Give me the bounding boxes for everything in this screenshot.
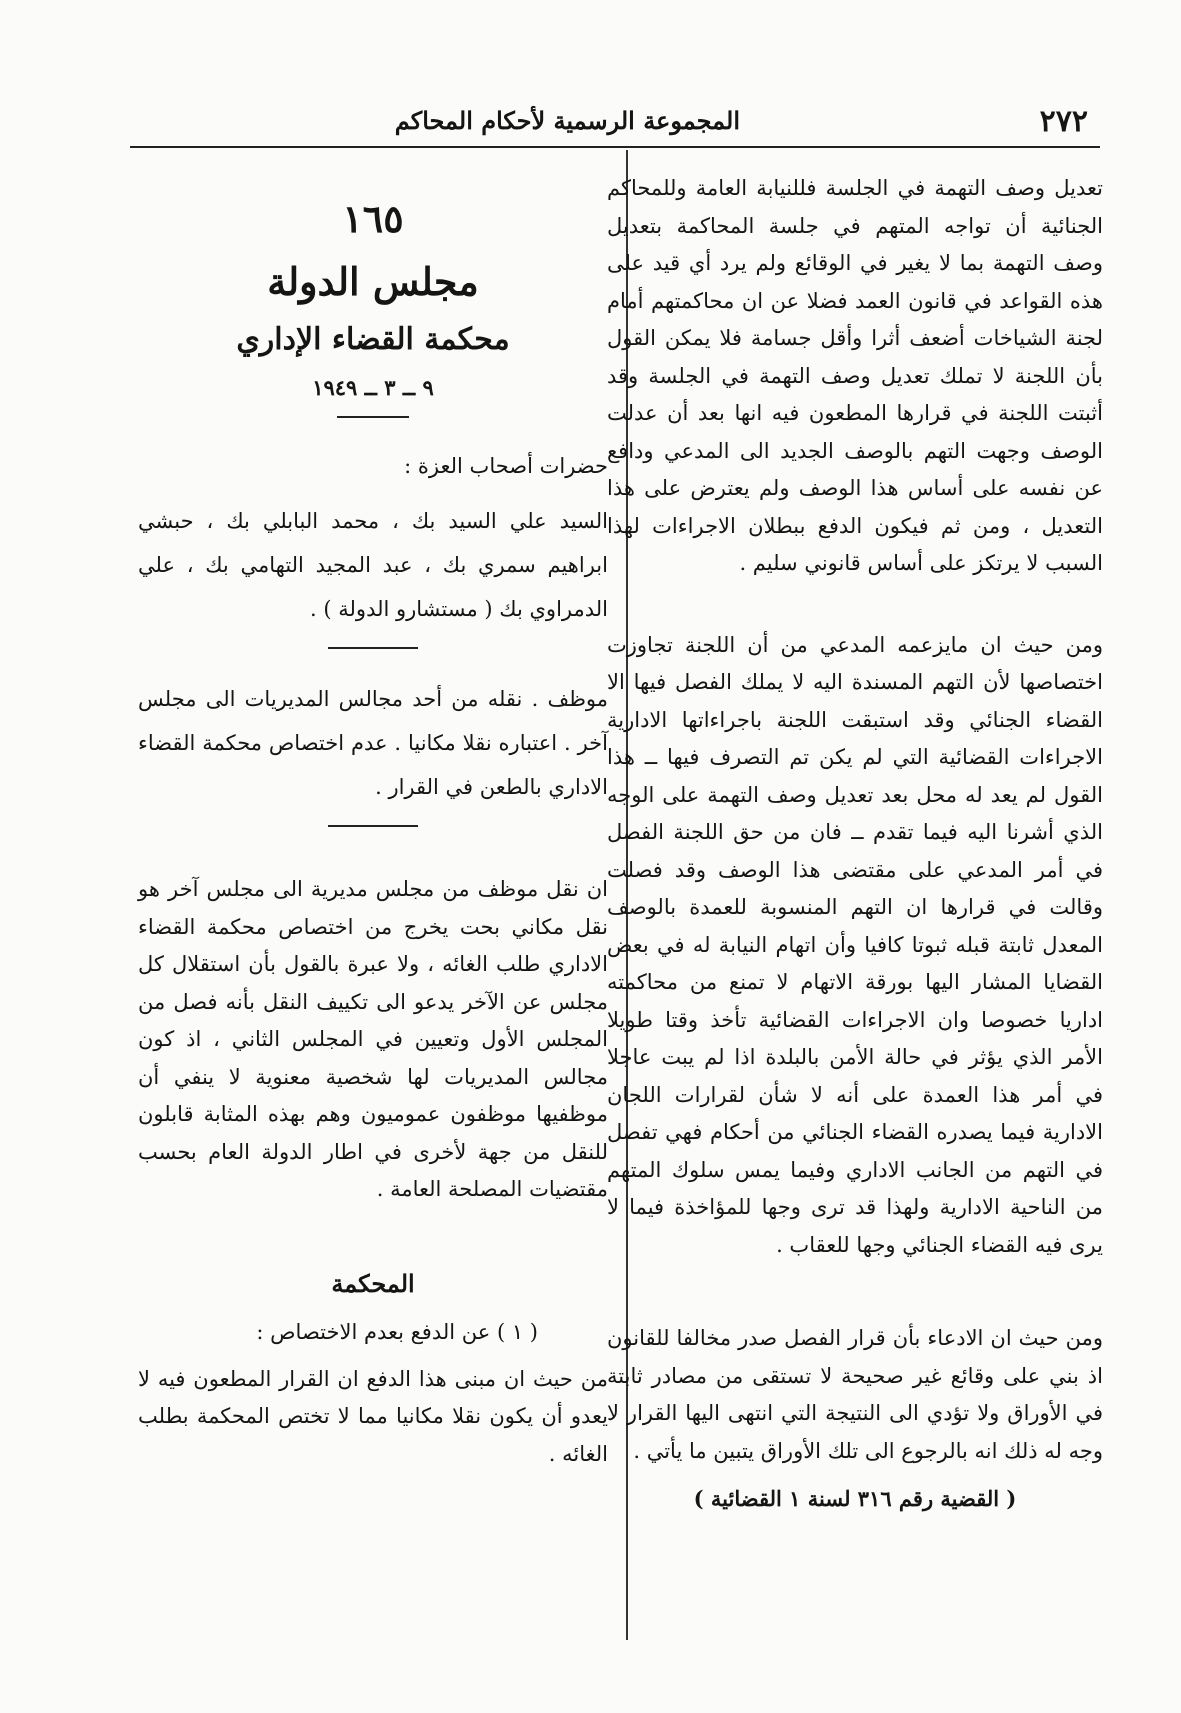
judges-intro: حضرات أصحاب العزة : [404,454,608,478]
case-summary: ان نقل موظف من مجلس مديرية الى مجلس آخر هو نقل مكاني بحت يخرج من اختصاص محكمة القضاء الاداري طلب الغائه ، ولا عبرة بالقول بأن استقلال كل مجلس عن الآخر يدعو الى تكييف النقل بأنه فصل من المجلس الأول وتعيين في المجلس الثاني ، اذ كون مجالس المديريات لها شخصية معنوية لا ينفي أن موظفيها موظفون عموميون وهم بهذه المثابة قابلون للنقل من جهة لأخرى في اطار الدولة العام بحسب مقتضيات المصلحة العامة . [138,877,608,1201]
section-heading: المحكمة [331,1268,415,1298]
court-name: مجلس الدولة [267,259,479,304]
divider-rule [328,825,418,827]
left-column [138,170,608,1473]
body-paragraph-3: ومن حيث ان الادعاء بأن قرار الفصل صدر مخالفا للقانون اذ بني على وقائع غير صحيحة لا تستقى من مصادر ثابتة في الأوراق ولا تؤدي الى النتيجة التي انتهى اليها القرار لا وجه له ذلك انه بالرجوع الى تلك الأوراق يتبين ما يأتي . [607,1326,1103,1463]
ruling-paragraph: من حيث ان مبنى هذا الدفع ان القرار المطعون فيه لا يعدو أن يكون نقلا مكانيا مما لا تختص المحكمة بطلب الغائه . [138,1366,608,1466]
sub-heading: ( ١ ) عن الدفع بعدم الاختصاص : [256,1319,538,1344]
court-division: محكمة القضاء الإداري [236,322,510,357]
divider-rule [337,416,409,418]
decision-date: ٩ ــ ٣ ــ ١٩٤٩ [312,375,434,400]
judges-names: السيد علي السيد بك ، محمد البابلي بك ، حبشي ابراهيم سمري بك ، عبد المجيد التهامي بك ، علي الدمراوي بك ( مستشارو الدولة ) . [138,509,608,621]
page-header [130,96,1100,148]
right-column [607,170,1103,1511]
page-number: ٢٧٢ [1039,104,1088,139]
case-number: ١٦٥ [342,196,404,241]
headnote: موظف . نقله من أحد مجالس المديريات الى مجلس آخر . اعتباره نقلا مكانيا . عدم اختصاص محكمة القضاء الاداري بالطعن في القرار . [138,687,608,799]
body-paragraph-2: ومن حيث ان مايزعمه المدعي من أن اللجنة تجاوزت اختصاصها لأن التهم المسندة اليه لا يملك الفصل فيها الا القضاء الجنائي وقد استبقت اللجنة باجراءاتها الادارية الاجراءات القضائية التي لم يكن تم التصرف فيها ــ هذا القول لم يعد له محل بعد تعديل وصف التهمة على الوجه الذي أشرنا اليه فيما تقدم ــ فان من حق اللجنة الفصل في أمر المدعي على مقتضى هذا الوصف وقد فصلت وقالت في قرارها ان التهم المنسوبة للعمدة بالوصف المعدل ثابتة قبله ثبوتا كافيا وأن اتهام النيابة له في بعض القضايا المشار اليها بورقة الاتهام لا تمنع من محاكمته اداريا خصوصا وان الاجراءات القضائية تأخذ وقتا طويلا الأمر الذي يؤثر في حالة الأمن بالبلدة اذا لم يبت عاجلا في أمر هذا العمدة على أنه لا شأن لقرارات اللجان الادارية فيما يصدره القضاء الجنائي من أحكام فهي تفصل في التهم من الجانب الاداري وفيما يمس سلوك المتهم من الناحية الادارية ولهذا قد ترى وجها للمؤاخذة فيما لا يرى فيه القضاء الجنائي وجها للعقاب . [607,632,1103,1257]
running-title: المجموعة الرسمية لأحكام المحاكم [394,106,740,135]
divider-rule [328,647,418,649]
case-citation: ( القضية رقم ٣١٦ لسنة ١ القضائية ) [693,1486,1017,1511]
body-paragraph-1: تعديل وصف التهمة في الجلسة فللنيابة العامة وللمحاكم الجنائية أن تواجه المتهم في جلسة المحاكمة بتعديل وصف التهمة بما لا يغير في الوقائع ولم يرد أي قيد على هذه القواعد في قانون العمد فضلا عن ان محاكمتهم أمام لجنة الشياخات أضعف أثرا وأقل جسامة فلا يمكن القول بأن اللجنة لا تملك تعديل وصف التهمة في الجلسة وقد أثبتت اللجنة في قرارها المطعون فيه انها بعد أن عدلت الوصف وجهت التهم بالوصف الجديد الى المدعي ودافع عن نفسه على أساس هذا الوصف ولم يعترض على هذا التعديل ، ومن ثم فيكون الدفع ببطلان الاجراءات لهذا السبب لا يرتكز على أساس قانوني سليم . [607,176,1103,575]
